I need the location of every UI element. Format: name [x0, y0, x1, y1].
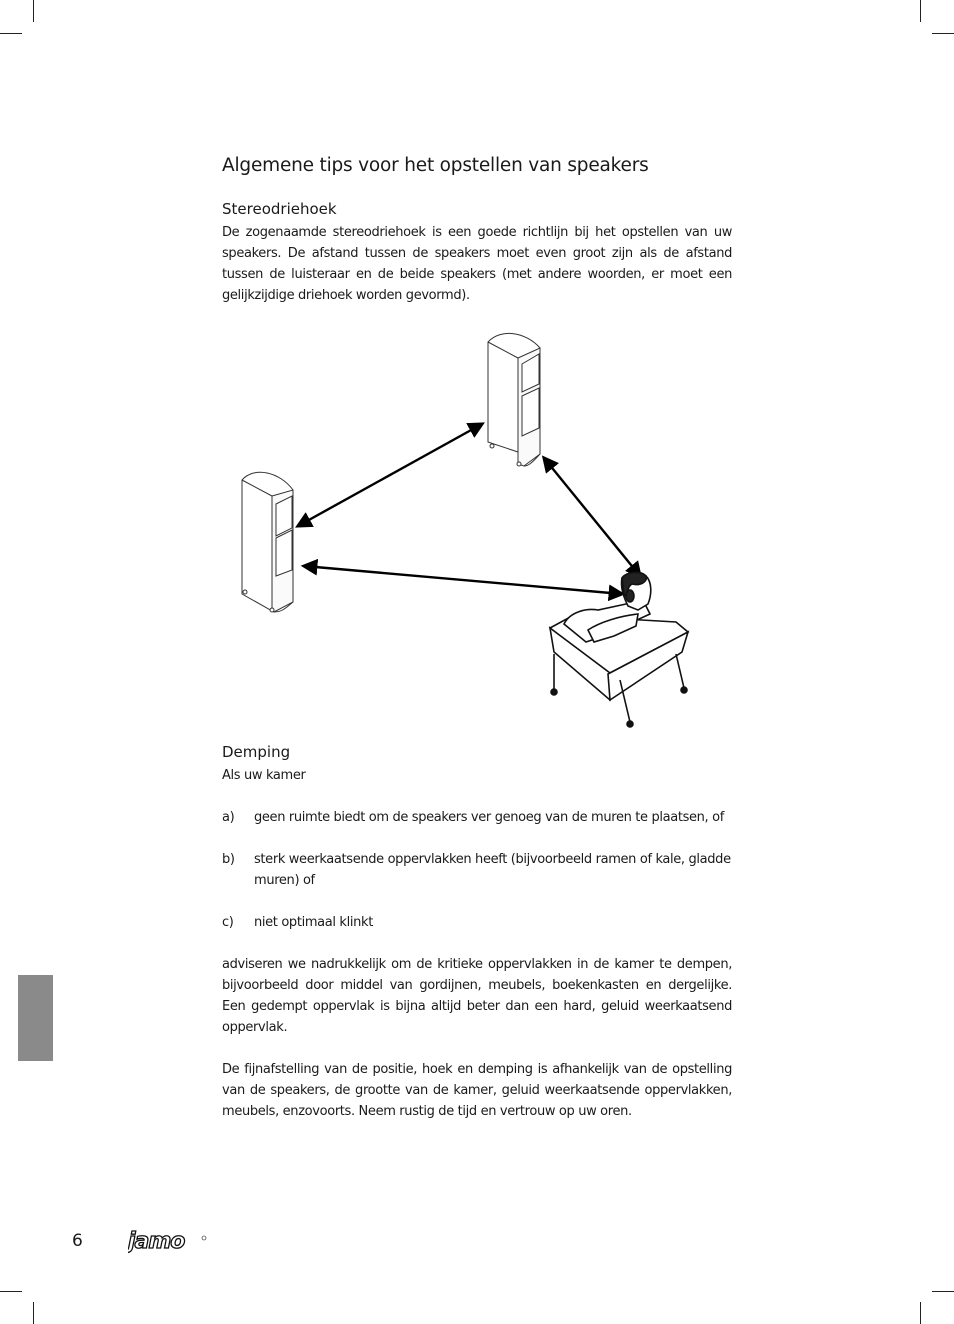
- distance-arrow-right-listener: [544, 458, 640, 576]
- demping-paragraph: adviseren we nadrukkelijk om de kritieke oppervlakken in de kamer te dempen, bijvoorbeeld door middel van gordijnen, meubels, boekenkasten en dergelijke. Een gedempt oppervlak is bijna altijd beter dan een hard, geluid weerkaatsend oppervlak.: [222, 957, 732, 1035]
- crop-mark: [0, 33, 22, 34]
- page-number: 6: [72, 1231, 83, 1251]
- list-text: niet optimaal klinkt: [254, 915, 373, 930]
- svg-text:jamo: jamo: [128, 1229, 185, 1254]
- stereodriehoek-paragraph: De zogenaamde stereodriehoek is een goede richtlijn bij het opstellen van uw speakers. De afstand tussen de speakers moet even groot zijn als de afstand tussen de luisteraar en de beide speakers (met andere woorden, er moet een gelijkzijdige driehoek worden gevormd).: [222, 225, 732, 303]
- fine-tuning-paragraph: De fijnafstelling van de positie, hoek en demping is afhankelijk van de opstelling van de speakers, de grootte van de kamer, geluid weerkaatsende oppervlakken, meubels, enzovoorts. Neem rustig de tijd en vertrouw op uw oren.: [222, 1062, 732, 1119]
- language-side-tab: [18, 975, 53, 1061]
- crop-mark: [33, 1302, 34, 1324]
- list-marker: a): [222, 810, 235, 825]
- crop-mark: [33, 0, 34, 22]
- crop-mark: [932, 33, 954, 34]
- distance-arrow-speakers: [298, 424, 482, 526]
- section-title-demping: Demping: [222, 743, 291, 761]
- list-marker: b): [222, 852, 235, 867]
- section-title-stereodriehoek: Stereodriehoek: [222, 200, 337, 218]
- crop-mark: [0, 1291, 22, 1292]
- distance-arrow-left-listener: [304, 566, 622, 594]
- crop-mark: [920, 0, 921, 22]
- demping-intro: Als uw kamer: [222, 768, 306, 783]
- list-text: sterk weerkaatsende oppervlakken heeft (bijvoorbeeld ramen of kale, gladde muren) of: [254, 852, 731, 888]
- crop-mark: [920, 1302, 921, 1324]
- list-marker: c): [222, 915, 234, 930]
- jamo-logo: [128, 1228, 208, 1254]
- speaker-right-illustration: [488, 333, 540, 466]
- speaker-left-illustration: [242, 472, 293, 612]
- list-text: geen ruimte biedt om de speakers ver genoeg van de muren te plaatsen, of: [254, 810, 724, 825]
- listener-in-chair-illustration: [550, 572, 688, 727]
- crop-mark: [932, 1291, 954, 1292]
- stereo-triangle-illustration: [236, 324, 696, 734]
- page-title: Algemene tips voor het opstellen van speakers: [222, 155, 649, 176]
